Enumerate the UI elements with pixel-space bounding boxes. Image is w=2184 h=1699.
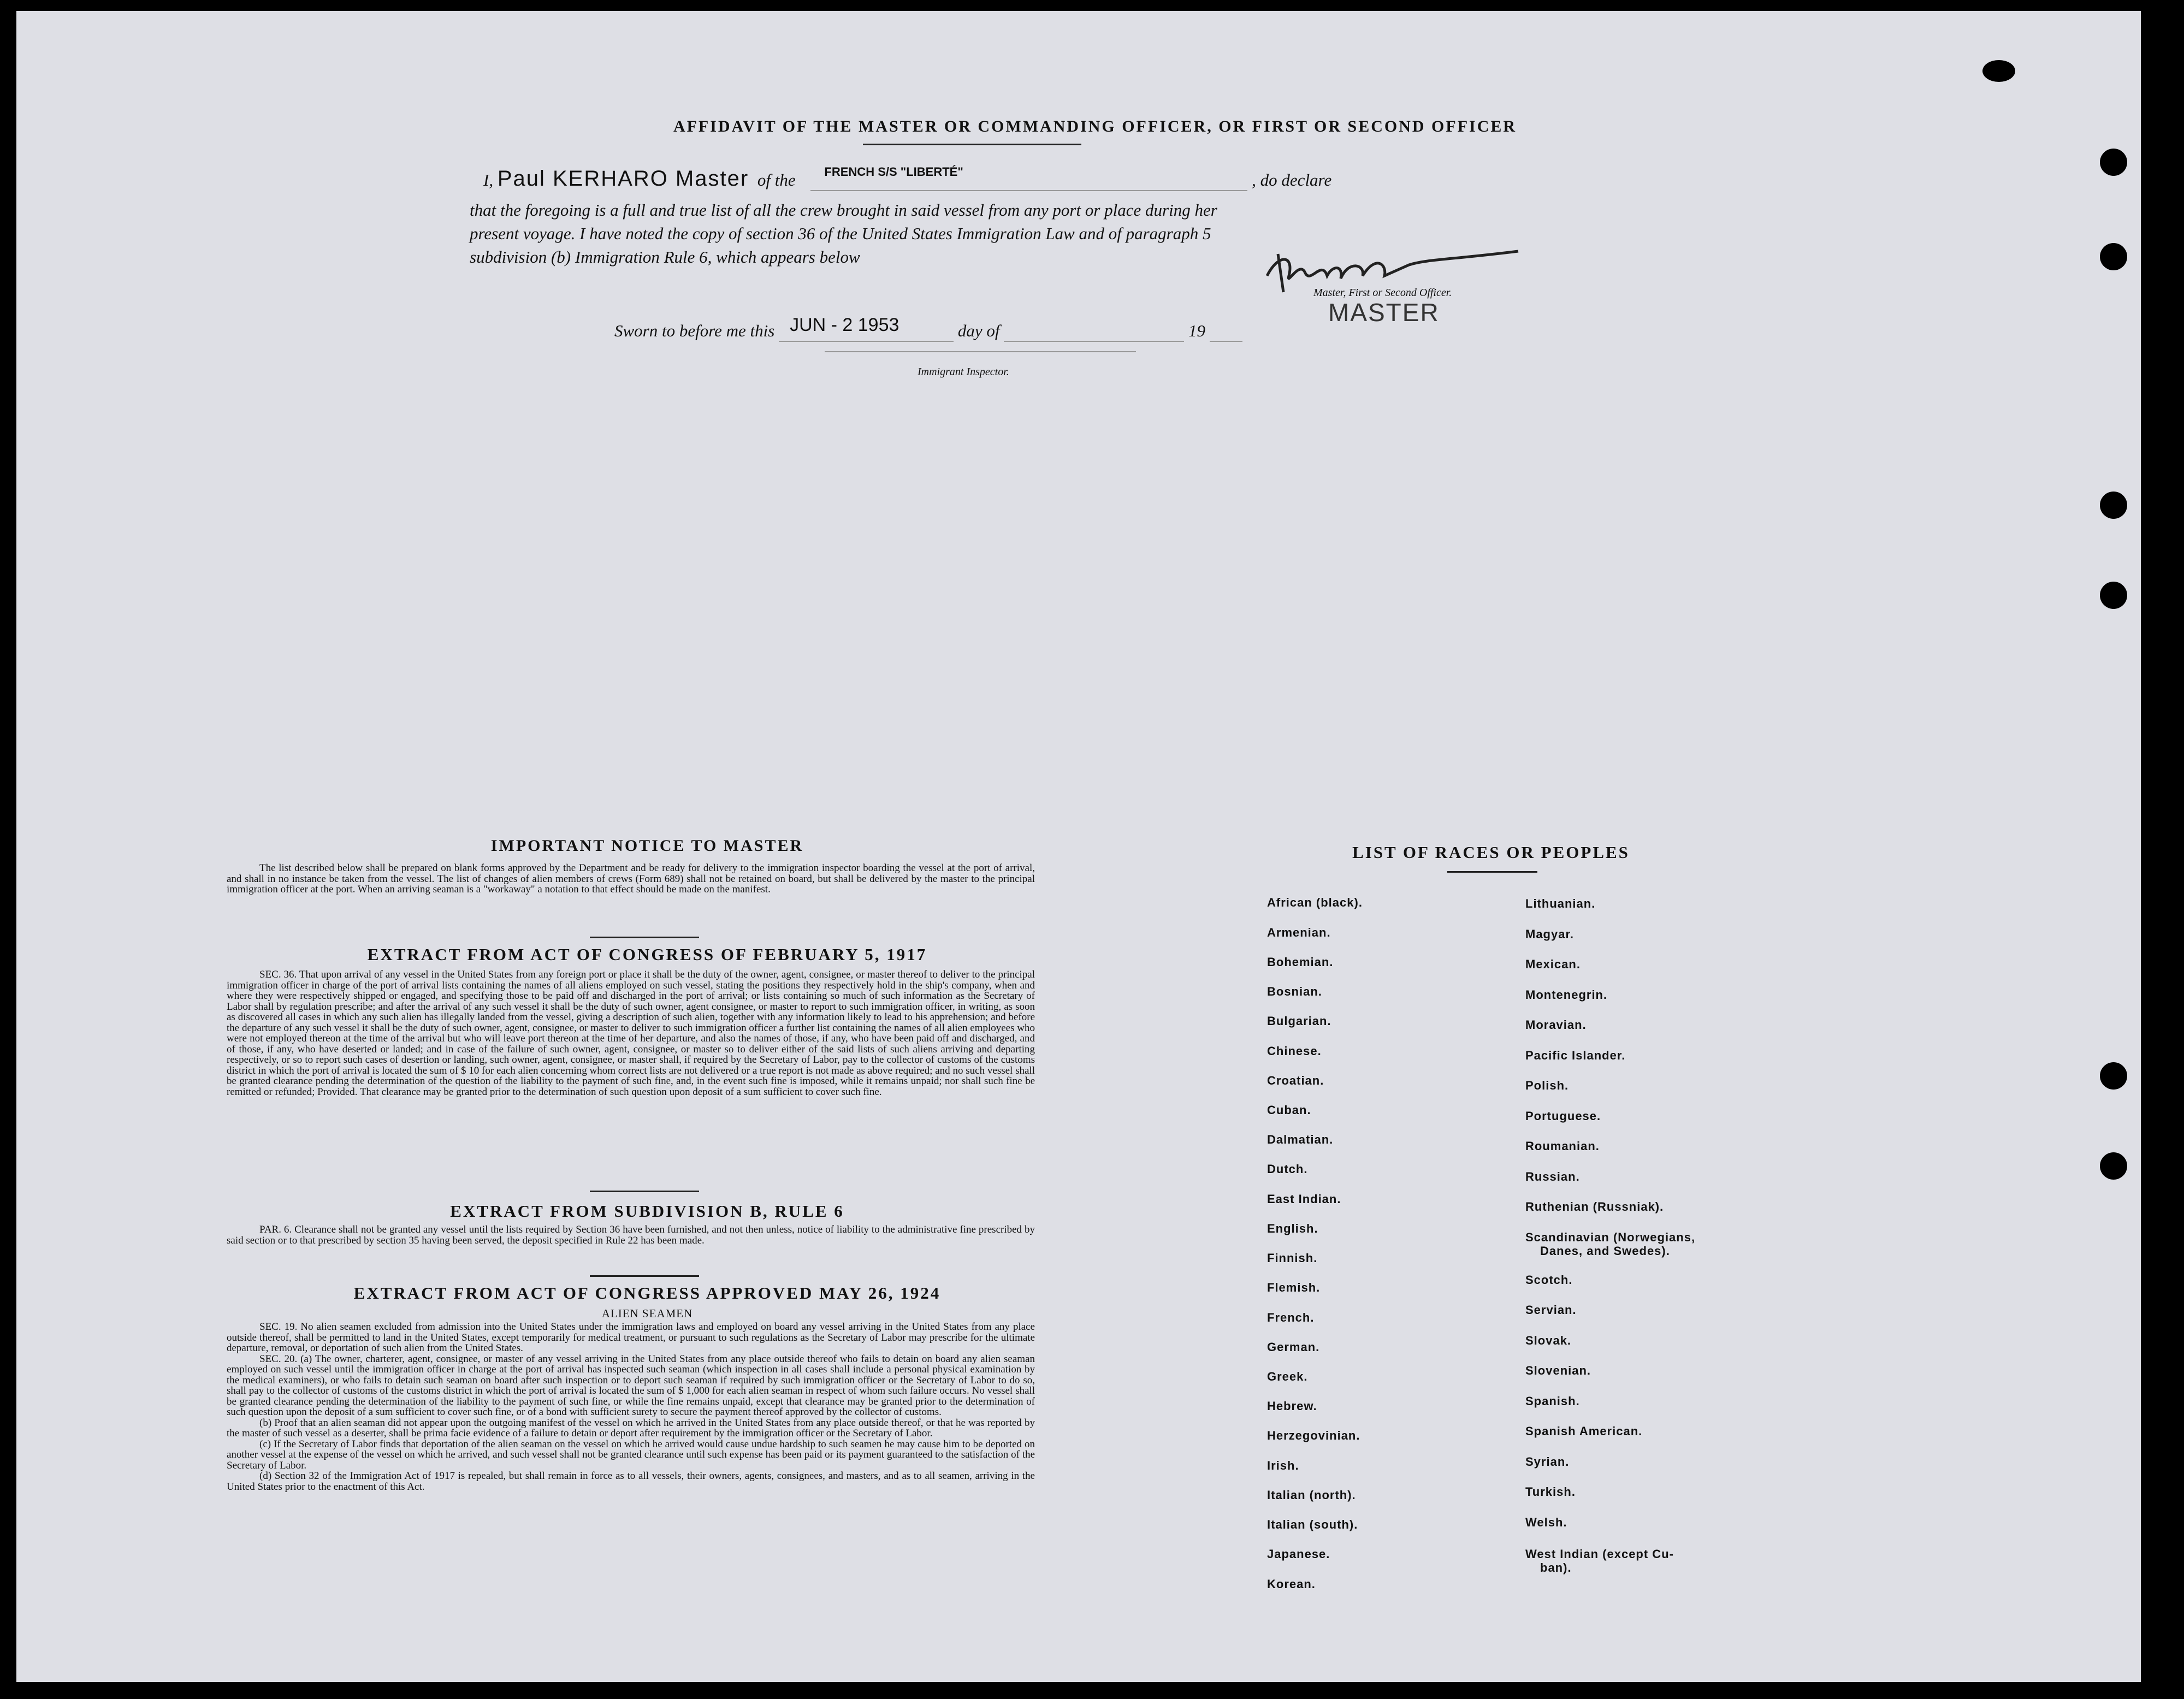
affidavit-line2: that the foregoing is a full and true list of all the crew brought in said vessel from any port or place during her [470, 200, 1217, 220]
race-item: Turkish. [1525, 1485, 1576, 1499]
race-item: Spanish American. [1525, 1424, 1643, 1438]
year-blank [1210, 321, 1242, 342]
race-item: French. [1267, 1311, 1315, 1324]
sec36-paragraph: SEC. 36. That upon arrival of any vessel in the United States from any foreign port or place it shall be the duty of the owner, agent, consignee, or master thereof to deliver to the principal immigration officer in charge of the port of arrival lists containing the names of all aliens employed on such vessel, stating the positions they respectively hold in the ship's company, when and where they were respectively shipped or engaged, and specifying those to be paid off and discharged in the port of arrival; or lists containing so much of such information as the Secretary of Labor shall by regulation prescribe; and after the arrival of any such vessel it shall be the duty of such owner, agent consignee, or master to report to such immigration officer, in writing, as soon as discovered all cases in which any such alien has illegally landed from the vessel, giving a description of such alien, together with any information likely to lead to his apprehension; and before the departure of any such vessel it shall be the duty of such owner, agent, consignee, or master to deliver to such immigration officer a further list containing the names of all alien employees who were not employed thereon at the time of the arrival but who will leave port thereon at the time of her departure, and also the names of those, if any, who have been paid off and discharged, and of those, if any, who have deserted or landed; and in case of the failure of such owner, agent, consignee, or master so to deliver either of the said lists of such aliens arriving and departing respectively, or so to report such cases of desertion or landing, such owner, agent, consignee, or master shall, if required by the Secretary of Labor, pay to the collector of customs of the customs district in which the port of arrival is located the sum of $ 10 for each alien concerning whom correct lists are not delivered or a true report is not made as above required; and no such vessel shall be granted clearance pending the determination of the question of the liability to the payment of such fine, and, in the event such fine is imposed, while it remains unpaid; nor shall such fine be remitted or refunded; Provided. That clearance may be granted prior to the determination of such question upon deposit of a sum sufficient to cover such fine. [227, 969, 1035, 1098]
race-item: Chinese. [1267, 1044, 1322, 1058]
punch-hole [2100, 1152, 2127, 1180]
race-item: Roumanian. [1525, 1139, 1600, 1153]
year-prefix: 19 [1188, 321, 1205, 340]
extract-1924-body [227, 1322, 1035, 1492]
race-item: Lithuanian. [1525, 897, 1596, 910]
race-item: Japanese. [1267, 1547, 1330, 1561]
affidavit-line3: present voyage. I have noted the copy of section 36 of the United States Immigration Law and of paragraph 5 [470, 224, 1211, 243]
race-item: Magyar. [1525, 927, 1574, 941]
sworn-prefix: Sworn to before me this [614, 321, 775, 340]
race-item: ban). [1540, 1561, 1572, 1574]
race-item: East Indian. [1267, 1192, 1341, 1206]
race-item: Polish. [1525, 1079, 1569, 1092]
inspector-label: Immigrant Inspector. [918, 366, 1009, 378]
race-item: Danes, and Swedes). [1540, 1244, 1670, 1258]
race-item: Syrian. [1525, 1455, 1570, 1469]
race-item: African (black). [1267, 896, 1363, 909]
affidavit-line1 [483, 167, 1521, 191]
sec20c-paragraph: (c) If the Secretary of Labor finds that deportation of the alien seaman on the vessel on which he arrived would cause undue hardship to such seamen he may cause him to be deported on another vessel at the expense of the vessel on which he arrived, and such vessel shall not be granted clearance until such expense has been paid or its payment guaranteed to the satisfaction of the Secretary of Labor. [227, 1438, 1035, 1471]
section-rule [590, 1275, 699, 1277]
par6-paragraph: PAR. 6. Clearance shall not be granted any vessel until the lists required by Section 36 have been furnished, and not then unless, notice of liability to the administrative fine prescribed by said section or to that prescribed by section 35 having been served, the deposit specified in Rule 22 has been made. [227, 1224, 1035, 1246]
race-item: Croatian. [1267, 1074, 1324, 1087]
race-item: Armenian. [1267, 926, 1331, 939]
extract-1924-title: EXTRACT FROM ACT OF CONGRESS APPROVED MAY 26, 1924 [353, 1283, 941, 1303]
sec20b-paragraph: (b) Proof that an alien seaman did not appear upon the outgoing manifest of the vessel on which he arrived in the United States from any place outside thereof, or that he was reported by the master of such vessel as a deserter, shall be prima facie evidence of a failure to detain or deport after requirement by the immigration officer or the Secretary of Labor. [227, 1417, 1035, 1439]
subdivision-b-body [227, 1224, 1035, 1246]
race-item: Greek. [1267, 1370, 1308, 1383]
race-item: Hebrew. [1267, 1399, 1317, 1413]
race-item: Dutch. [1267, 1162, 1308, 1176]
affidavit-line4: subdivision (b) Immigration Rule 6, which appears below [470, 247, 860, 267]
section-rule [590, 937, 699, 938]
signature-label: Master, First or Second Officer. [1313, 287, 1452, 299]
master-stamp: MASTER [1328, 298, 1440, 327]
subdivision-b-title: EXTRACT FROM SUBDIVISION B, RULE 6 [450, 1201, 844, 1221]
vessel-name: FRENCH S/S "LIBERTÉ" [824, 165, 963, 179]
title-rule [863, 144, 1081, 145]
extract-1917-title: EXTRACT FROM ACT OF CONGRESS OF FEBRUARY 5, 1917 [367, 945, 927, 964]
punch-hole [2100, 582, 2127, 609]
race-item: Montenegrin. [1525, 988, 1608, 1002]
document-page [16, 11, 2141, 1682]
race-item: Ruthenian (Russniak). [1525, 1200, 1664, 1213]
sec19-paragraph: SEC. 19. No alien seamen excluded from admission into the United States under the immigration laws and employed on board any vessel arriving in the United States from any place outside thereof, shall be permitted to land in the United States, except temporarily for medical treatment, or pursuant to such regulations as the Secretary of Labor may prescribe for the ultimate departure, removal, or deportation of such alien from the United States. [227, 1321, 1035, 1354]
month-blank [1004, 321, 1184, 342]
race-item: Slovenian. [1525, 1364, 1591, 1377]
race-item: Bohemian. [1267, 955, 1334, 969]
day-of-label: day of [957, 321, 1000, 340]
race-item: Bosnian. [1267, 985, 1322, 998]
race-item: Finnish. [1267, 1251, 1318, 1265]
race-item: Dalmatian. [1267, 1133, 1334, 1146]
race-item: West Indian (except Cu- [1525, 1547, 1674, 1561]
sworn-date-blank [779, 315, 954, 342]
declare-label: , do declare [1252, 170, 1332, 190]
of-the-label: of the [757, 170, 796, 190]
sworn-date: JUN - 2 1953 [790, 315, 899, 335]
affidavit-title: AFFIDAVIT OF THE MASTER OR COMMANDING OFFICER, OR FIRST OR SECOND OFFICER [673, 117, 1517, 135]
notice-title: IMPORTANT NOTICE TO MASTER [490, 837, 804, 855]
race-item: Welsh. [1525, 1516, 1567, 1529]
race-item: Pacific Islander. [1525, 1049, 1626, 1062]
race-item: Italian (north). [1267, 1488, 1356, 1502]
race-item: Slovak. [1525, 1334, 1572, 1347]
extract-1917-body [227, 969, 1035, 1097]
punch-hole [2100, 492, 2127, 519]
sworn-line [614, 315, 1242, 342]
sec20d-paragraph: (d) Section 32 of the Immigration Act of 1917 is repealed, but shall remain in force as to all vessels, their owners, agents, consignees, and masters, and as to all seamen, arriving in the United States prior to the enactment of this Act. [227, 1470, 1035, 1493]
punch-hole [2100, 243, 2127, 270]
race-item: Irish. [1267, 1459, 1299, 1472]
punch-hole [2100, 1062, 2127, 1090]
race-item: English. [1267, 1222, 1318, 1235]
punch-hole [1982, 60, 2015, 82]
race-item: Bulgarian. [1267, 1014, 1331, 1028]
race-item: Flemish. [1267, 1281, 1321, 1294]
race-item: Servian. [1525, 1303, 1577, 1317]
section-rule [590, 1191, 699, 1192]
race-item: Moravian. [1525, 1018, 1587, 1032]
race-item: Mexican. [1525, 957, 1581, 971]
race-item: Portuguese. [1525, 1109, 1601, 1123]
affidavit-prefix: I, [483, 170, 494, 190]
punch-hole [2100, 149, 2127, 176]
master-name: Paul KERHARO Master [497, 167, 749, 191]
race-item: Scandinavian (Norwegians, [1525, 1230, 1696, 1244]
race-item: Herzegovinian. [1267, 1429, 1360, 1442]
race-item: Spanish. [1525, 1394, 1580, 1408]
race-item: Korean. [1267, 1577, 1316, 1591]
alien-seamen-subtitle: ALIEN SEAMEN [601, 1307, 693, 1320]
race-item: German. [1267, 1340, 1320, 1354]
race-item: Scotch. [1525, 1273, 1573, 1287]
race-item: Italian (south). [1267, 1518, 1358, 1531]
races-title: LIST OF RACES OR PEOPLES [1352, 843, 1630, 862]
races-title-rule [1447, 871, 1537, 873]
inspector-signature-line [825, 351, 1136, 352]
race-item: Russian. [1525, 1170, 1580, 1183]
notice-body [227, 863, 1035, 895]
sec20a-paragraph: SEC. 20. (a) The owner, charterer, agent, consignee, or master of any vessel arriving in the United States from any place outside thereof who fails to detain on board any alien seaman employed on such vessel until the immigration officer in charge at the port of arrival has inspected such seaman (which inspection in all cases shall include a personal physical examination by the medical examiners), or who fails to detain such seaman on board after such inspection or to deport such seaman if required by such immigration officer or the Secretary of Labor to do so, shall pay to the collector of customs of the customs district in which the port of arrival is located the sum of $ 1,000 for each alien seaman in respect of whom such failure occurs. No vessel shall be granted clearance pending the determination of the liability to the payment of such fine, or while the fine remains unpaid, except that clearance may be granted prior to the determination of such question upon the deposit of a sum sufficient to cover such fine, or of a bond with sufficient surety to secure the payment thereof approved by the collector of customs. [227, 1353, 1035, 1418]
vessel-blank [810, 165, 1247, 191]
race-item: Cuban. [1267, 1103, 1311, 1117]
notice-paragraph: The list described below shall be prepared on blank forms approved by the Department and be ready for delivery to the immigration inspector boarding the vessel at the port of arrival, and shall in no instance be taken from the vessel. The list of changes of alien members of crews (Form 689) shall not be retained on board, but shall be delivered by the master to the principal immigration officer at the port. When an arriving seaman is a "workaway" a notation to that effect should be made on the manifest. [227, 862, 1035, 895]
